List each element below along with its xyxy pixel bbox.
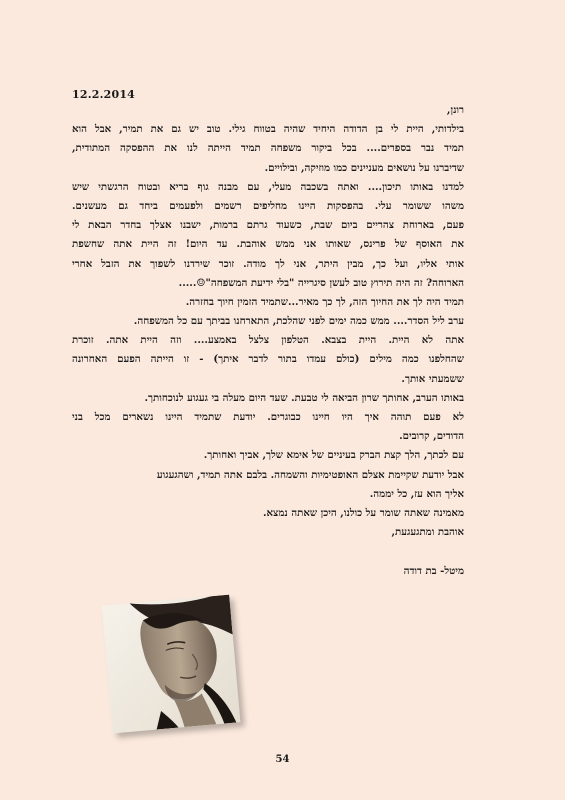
letter-line: ששמעתי אותך.	[401, 372, 464, 385]
letter-line: אתה לא היית. היית בצבא. הטלפון צלצל באמצע.... וזה היית אתה. זוכרת	[72, 334, 464, 347]
letter-line: באותו הערב, אחותך שרון הביאה לי טבעת. שעד היום מעלה בי געגוע לנוכחותך.	[144, 391, 464, 404]
letter-line: לא פעם תוהה איך היו חיינו כבוגרים. יודעת שתמיד היינו נשארים מכל בני	[72, 411, 464, 423]
letter-line: ערב ליל הסדר.... ממש כמה ימים לפני שהלכת, התארחנו בביתך עם כל המשפחה.	[133, 315, 464, 328]
letter-line: שהחלפנו כמה מילים (כולם עמדו בתור לדבר איתך) - זו הייתה הפעם האחרונה	[72, 353, 464, 366]
portrait-photo	[102, 595, 241, 734]
portrait-illustration	[102, 595, 241, 734]
letter-line: את האוסף של פרינס, שאותו אני ממש אוהבת. עד היום! זה היית אתה שחשפת	[72, 238, 464, 251]
page-number: 54	[275, 754, 290, 765]
letter-blank-line	[72, 542, 464, 561]
letter-line: תמיד נבר בספרים.... בכל ביקור משפחה תמיד הייתה לנו את ההפסקה המתודית,	[72, 142, 464, 155]
letter-line: עם לכתך, הלך קצת הברק בעיניים של אימא שלך, אביך ואחותך.	[203, 449, 464, 462]
letter-line: שדיברנו על נושאים מעניינים כמו מוזיקה, ובילויים.	[264, 161, 464, 174]
letter-signature: מיטל- בת דודה	[403, 564, 464, 577]
letter-line: למדנו באותו תיכון.... ואתה בשכבה מעלי, עם מבנה גוף בריא ובטוח הרגשתי שיש	[72, 180, 464, 193]
letter-line: תמיד היה לך את החיוך הזה, לך כך מאיר...שתמיד הזמין חיוך בחזרה.	[185, 295, 464, 308]
letter-line: אבל יודעת שקיימת אצלם האופטימיות והשמחה. בלבם אתה תמיד, ושהגעגוע	[156, 468, 464, 481]
letter-closing: אוהבת ומתגעגעת,	[391, 526, 464, 539]
letter-line: מאמינה שאתה שומר על כולנו, היכן שאתה נמצא.	[262, 506, 464, 519]
letter-line: הדודים, קרובים.	[399, 430, 464, 443]
letter-line: בילדותי, היית לי בן הדודה היחיד שהיה בטווח גילי. טוב יש גם את תמיר, אבל הוא	[72, 123, 464, 136]
letter-body	[72, 101, 464, 581]
letter-line: אליך הוא עז, כל יממה.	[369, 487, 464, 500]
letter-line: פעם, בארוחת צהריים ביום שבת, כשעוד גרתם ברמות, ישבנו אצלך בחדר הבאת לי	[72, 219, 464, 232]
letter-line: הארוחה? זה היה תירוץ טוב לעשן סיגרייה "בלי ידיעת המשפחה"☺.....	[178, 276, 464, 289]
letter-date: 12.2.2014	[72, 88, 136, 101]
letter-line: משהו ששומר עלי. בהפסקות היינו מחליפים רשמים ולפעמים ביחד גם מעשנים.	[72, 199, 464, 212]
letter-line: אותי אליו, ועל כך, מבין היתר, אני לך מודה. זוכר שירדנו לשפוך את הזבל אחרי	[72, 257, 464, 270]
letter-greeting: רונן,	[446, 104, 464, 116]
